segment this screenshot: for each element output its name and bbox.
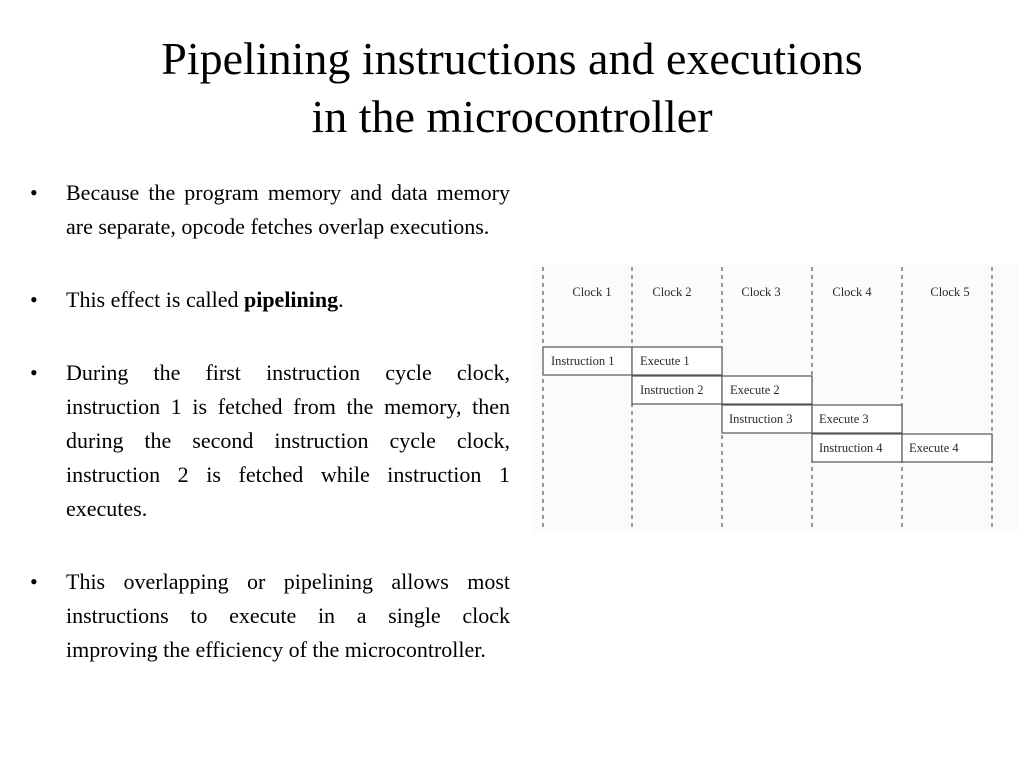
title-line-2: in the microcontroller <box>311 91 713 142</box>
bullet-text: During the first instruction cycle clock, instruction 1 is fetched from the memory, then during the second instruction cycle clock, instruction 2 is fetched while instruction 1 executes. <box>66 360 510 521</box>
bullet-text-bold-term: pipelining <box>243 287 339 312</box>
execute-label: Execute 4 <box>909 441 959 455</box>
clock-label: Clock 1 <box>572 285 612 299</box>
bullet-overlap-efficiency <box>30 565 510 667</box>
bullet-list <box>30 176 510 706</box>
clock-label: Clock 3 <box>741 285 781 299</box>
instruction-label: Instruction 2 <box>640 383 704 397</box>
bullet-dot-icon: • <box>30 287 38 312</box>
instruction-label: Instruction 4 <box>819 441 883 455</box>
bullet-pipelining-term <box>30 283 510 317</box>
pipeline-diagram-svg <box>532 265 1018 533</box>
execute-label: Execute 1 <box>640 354 690 368</box>
bullet-text: This overlapping or pipelining allows most instructions to execute in a single clock improving the efficiency of the microcontroller. <box>66 569 510 662</box>
slide-title <box>0 30 1024 146</box>
bullet-text: Because the program memory and data memory are separate, opcode fetches overlap executions. <box>66 180 510 239</box>
bullet-text-post: . <box>338 287 344 312</box>
clock-label: Clock 2 <box>652 285 692 299</box>
execute-label: Execute 3 <box>819 412 869 426</box>
bullet-text-pre: This effect is called <box>66 287 244 312</box>
bullet-first-cycle <box>30 356 510 526</box>
instruction-label: Instruction 1 <box>551 354 615 368</box>
bullet-dot-icon: • <box>30 180 38 205</box>
execute-label: Execute 2 <box>730 383 780 397</box>
clock-label: Clock 4 <box>832 285 872 299</box>
title-line-1: Pipelining instructions and executions <box>161 33 863 84</box>
bullet-dot-icon: • <box>30 569 38 594</box>
pipeline-diagram <box>532 265 1018 533</box>
bullet-memory-separate <box>30 176 510 244</box>
clock-label: Clock 5 <box>930 285 970 299</box>
bullet-dot-icon: • <box>30 360 38 385</box>
instruction-label: Instruction 3 <box>729 412 793 426</box>
